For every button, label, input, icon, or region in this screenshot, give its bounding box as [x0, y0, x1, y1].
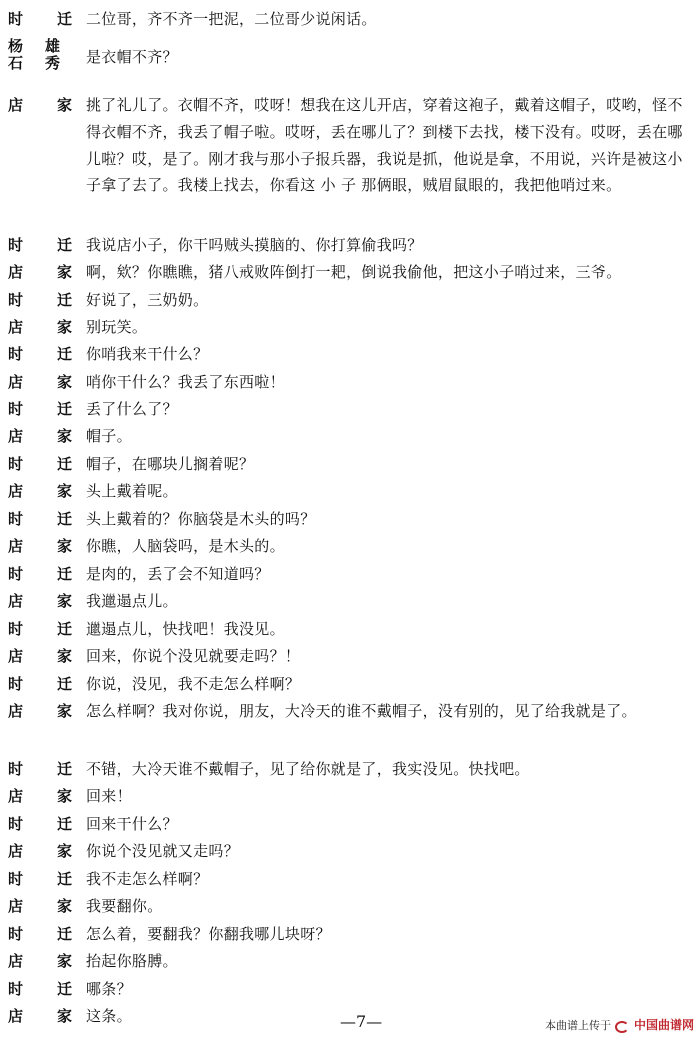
site-logo: [615, 1016, 694, 1033]
speaker-char: 时: [8, 980, 24, 998]
speaker-name: [8, 451, 72, 477]
speaker-name: [8, 893, 72, 919]
dialogue-text: 别玩笑。: [86, 318, 148, 336]
speaker-char: 迁: [56, 291, 72, 309]
speaker-char: 时: [8, 510, 24, 528]
site-logo-icon: [615, 1019, 631, 1031]
speaker-char: 店: [8, 96, 24, 114]
speaker-name: [8, 287, 72, 313]
speaker-name: [8, 948, 72, 974]
dialogue-text: 哪条？: [86, 980, 132, 998]
speaker-name: [8, 756, 72, 782]
speaker-char: 店: [8, 952, 24, 970]
speaker-char: 时: [8, 620, 24, 638]
speaker-name: [8, 232, 72, 258]
speaker-char: 时: [8, 10, 24, 28]
speaker-char: 家: [56, 647, 72, 665]
speaker-char: 店: [8, 373, 24, 391]
speaker-char: 店: [8, 1007, 24, 1025]
upload-note-text: 本曲谱上传于: [544, 1018, 611, 1032]
speaker-char: 家: [56, 96, 72, 114]
speaker-name: [8, 783, 72, 809]
speaker-name: [8, 976, 72, 1002]
speaker-char: 时: [8, 925, 24, 943]
upload-source-note: [545, 1016, 694, 1033]
speaker-char: 店: [8, 263, 24, 281]
speaker-name: [8, 341, 72, 367]
speaker-name: [8, 6, 72, 32]
speaker-char: 秀: [44, 54, 60, 72]
dialogue-text: 怎么样啊？我对你说，朋友，大冷天的谁不戴帽子，没有别的，见了给我就是了。: [86, 702, 637, 720]
speaker-char: 家: [56, 1007, 72, 1025]
dialogue-text: 回来干什么？: [86, 815, 178, 833]
dialogue-text: 抬起你胳膊。: [86, 952, 178, 970]
dialogue-text: 回来！: [86, 787, 132, 805]
speaker-char: 迁: [56, 510, 72, 528]
speaker-char: 时: [8, 760, 24, 778]
speaker-name: [8, 38, 72, 72]
speaker-name: [8, 369, 72, 395]
speaker-char: 家: [56, 897, 72, 915]
speaker-name: [8, 533, 72, 559]
speaker-char: 时: [8, 455, 24, 473]
speaker-name: [8, 423, 72, 449]
speaker-name: [8, 588, 72, 614]
speaker-name-row: [8, 55, 60, 72]
speaker-char: 店: [8, 897, 24, 915]
speaker-char: 迁: [56, 815, 72, 833]
speaker-char: 店: [8, 318, 24, 336]
speaker-char: 家: [56, 263, 72, 281]
dialogue-text: 二位哥，齐不齐一把泥，二位哥少说闲话。: [86, 10, 377, 28]
dialogue-text: 是肉的，丢了会不知道吗？: [86, 565, 270, 583]
dialogue-text: 帽子，在哪块儿搁着呢？: [86, 455, 255, 473]
speaker-name: [8, 1003, 72, 1029]
speaker-char: 迁: [56, 10, 72, 28]
dialogue-text: 头上戴着的？你脑袋是木头的吗？: [86, 510, 316, 528]
speaker-name: [8, 866, 72, 892]
site-name: 中国曲谱网: [633, 1018, 694, 1032]
speaker-name: [8, 811, 72, 837]
dialogue-text: 头上戴着呢。: [86, 482, 178, 500]
speaker-char: 迁: [56, 980, 72, 998]
speaker-name: [8, 643, 72, 669]
speaker-char: 迁: [56, 400, 72, 418]
speaker-char: 迁: [56, 345, 72, 363]
speaker-char: 石: [8, 54, 24, 72]
speaker-char: 家: [56, 842, 72, 860]
speaker-name: [8, 396, 72, 422]
speaker-char: 迁: [56, 620, 72, 638]
dialogue-text: 我要翻你。: [86, 897, 163, 915]
dialogue-text: 这条。: [86, 1007, 132, 1025]
speaker-char: 时: [8, 345, 24, 363]
speaker-char: 迁: [56, 870, 72, 888]
speaker-char: 家: [56, 787, 72, 805]
speaker-char: 时: [8, 400, 24, 418]
dialogue-text: 是衣帽不齐？: [86, 48, 178, 66]
speaker-char: 家: [56, 318, 72, 336]
speaker-char: 店: [8, 537, 24, 555]
speaker-name: [8, 92, 72, 118]
page-number: —7—: [340, 1012, 383, 1031]
speaker-name: [8, 478, 72, 504]
speaker-char: 迁: [56, 925, 72, 943]
speaker-char: 迁: [56, 455, 72, 473]
speaker-char: 时: [8, 291, 24, 309]
speaker-char: 家: [56, 592, 72, 610]
speaker-char: 时: [8, 675, 24, 693]
dialogue-text: 挑了礼儿了。衣帽不齐，哎呀！想我在这儿开店，穿着这袍子，戴着这帽子，哎哟，怪不得衣帽不齐，我丢了帽子啦。哎呀，丢在哪儿了？到楼下去找，楼下没有。哎呀，丢在哪儿啦？哎，是了。刚才我与那小子报兵器，我说是抓，他说是拿，不用说，兴许是被这小子拿了去了。我楼上找去，你看这 小 子 那俩眼，贼眉鼠眼的，我把他哨过来。: [86, 96, 683, 195]
speaker-char: 店: [8, 842, 24, 860]
speaker-char: 家: [56, 537, 72, 555]
speaker-char: 家: [56, 373, 72, 391]
speaker-char: 店: [8, 647, 24, 665]
dialogue-text: 哨你干什么？我丢了东西啦！: [86, 373, 285, 391]
speaker-char: 店: [8, 427, 24, 445]
speaker-char: 家: [56, 482, 72, 500]
speaker-char: 时: [8, 236, 24, 254]
speaker-name-row: [8, 38, 60, 55]
dialogue-text: 啊，欸？你瞧瞧，猪八戒败阵倒打一耙，倒说我偷他，把这小子哨过来，三爷。: [86, 263, 622, 281]
speaker-char: 家: [56, 702, 72, 720]
dialogue-text: 我邋遢点儿。: [86, 592, 178, 610]
speaker-char: 店: [8, 787, 24, 805]
speaker-name: [8, 671, 72, 697]
speaker-char: 雄: [44, 37, 60, 55]
dialogue-text: 好说了，三奶奶。: [86, 291, 209, 309]
dialogue-text: 回来，你说个没见就要走吗？！: [86, 647, 301, 665]
speaker-char: 迁: [56, 675, 72, 693]
speaker-char: 迁: [56, 565, 72, 583]
speaker-char: 店: [8, 592, 24, 610]
speaker-char: 时: [8, 815, 24, 833]
speaker-char: 时: [8, 870, 24, 888]
speaker-char: 迁: [56, 236, 72, 254]
speaker-name: [8, 921, 72, 947]
dialogue-text: 你瞧，人脑袋吗，是木头的。: [86, 537, 285, 555]
dialogue-text: 我不走怎么样啊？: [86, 870, 209, 888]
speaker-char: 家: [56, 952, 72, 970]
dialogue-text: 不错，大冷天谁不戴帽子，见了给你就是了，我实没见。快找吧。: [86, 760, 530, 778]
speaker-char: 杨: [8, 37, 24, 55]
speaker-name: [8, 838, 72, 864]
speaker-name: [8, 259, 72, 285]
dialogue-text: 帽子。: [86, 427, 132, 445]
dialogue-text: 怎么着，要翻我？你翻我哪儿块呀？: [86, 925, 331, 943]
dialogue-text: 你哨我来干什么？: [86, 345, 209, 363]
speaker-name: [8, 616, 72, 642]
dialogue-text: 你说，没见，我不走怎么样啊？: [86, 675, 301, 693]
speaker-name: [8, 561, 72, 587]
dialogue-text: 你说个没见就又走吗？: [86, 842, 240, 860]
speaker-name: [8, 698, 72, 724]
dialogue-text: 丢了什么了？: [86, 400, 178, 418]
speaker-char: 店: [8, 702, 24, 720]
speaker-char: 迁: [56, 760, 72, 778]
speaker-char: 店: [8, 482, 24, 500]
speaker-name: [8, 314, 72, 340]
speaker-name: [8, 506, 72, 532]
dialogue-text: 邋遢点儿，快找吧！我没见。: [86, 620, 285, 638]
dialogue-text: 我说店小子，你干吗贼头摸脑的、你打算偷我吗？: [86, 236, 423, 254]
speaker-char: 时: [8, 565, 24, 583]
speaker-char: 家: [56, 427, 72, 445]
